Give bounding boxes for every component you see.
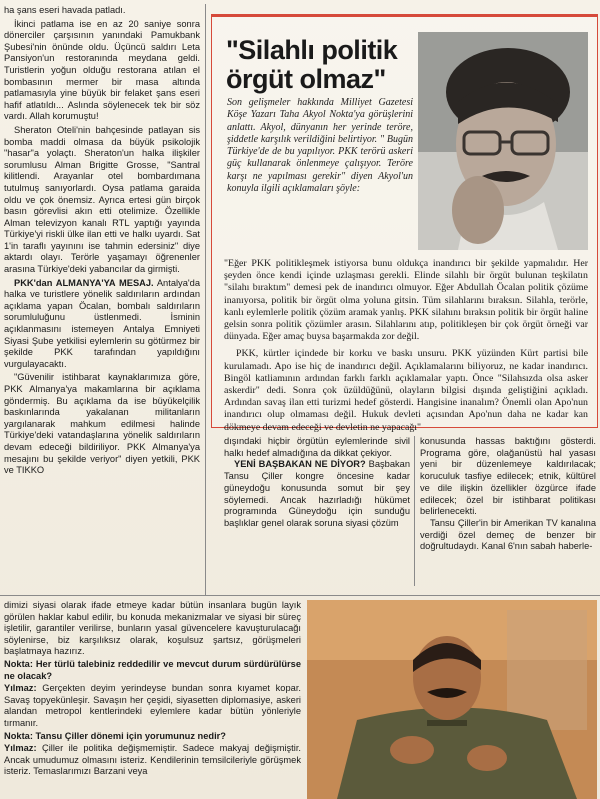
portrait-illustration (418, 32, 588, 250)
paragraph: konusunda hassas baktığını gösterdi. Programa göre, olağanüstü hal yasası yeni bir düzenlemeye kaldırılacak; koruculuk tasfiye edilecek; etnik, kültürel ve dile ilişkin özellikler özgürce ifade edilecek; özel bir istihbarat politikası belirlenecekti. (420, 436, 596, 517)
ocalan-photo (307, 600, 597, 799)
speaker-label: Nokta: (4, 730, 33, 741)
section-divider (0, 595, 600, 596)
column-divider (205, 4, 206, 596)
quote-paragraph: PKK, kürtler içindede bir korku ve baskı unsuru. PKK yüzünden Kürt partisi bile kurulamadı. Apo ise hiç de inandırıcı değil. Açıklamalarını biliyoruz, ne kadar inandırıcı. Bingöl katliamının ardından farklı farklı açıklamalar yaptı. Önce "Silahsızda olsa asker askerdir" dedi. Sonra çok üzüldüğünü, olayların bilgisi dışında geliştiğini açıkladı. Ardından savaş ilan etti turizmi hedef gösterdi. Hangisine inanalım? Önemli olan Apo'nun inandırıcı olup olmaması değil. Hukuk devleti açısından Apo'nun daha ne kadar kan dökmeye devam edeceği ve devletin ne yapacağı" (224, 348, 588, 433)
photo-illustration (307, 600, 597, 799)
box-intro: Son gelişmeler hakkında Milliyet Gazetesi Köşe Yazarı Taha Akyol Nokta'ya görüşlerini anlattı. Akyol, dünyanın her yerinde teröre, şiddetle karşılık verildiğini belirtiyor. " Bugün Türkiye'de de bu yapılıyor. PKK terörü askeri güç kullanarak önlenmeye çalışıyor. Teröre karşı ne yapılması gerekir" diyen Akyol'un konuyla ilgili açıklamaları şöyle: (227, 97, 413, 195)
speaker-label: Nokta: (4, 658, 33, 669)
interview-question (4, 731, 301, 743)
paragraph: ha şans eseri havada patladı. (4, 5, 126, 15)
speaker-label: Yılmaz: (4, 683, 37, 694)
paragraph: "Güvenilir istihbarat kaynaklarımıza göre, PKK Almanya'ya makamlarına bir açıklama göndermiş. Bu açıklama da ise büyükelçilik baskınlarında yakalanan militanların yargılanarak mahkum edilmesi halinde Türkiye'deki vatandaşlarına yönelik saldırıların devam edeceği bildiriliyor. PKK Almanya'ya mesajını bu şekilde veriyor" diyen yetkili, PKK ve TIKKO (4, 372, 200, 476)
answer-text: Gerçekten deyim yerindeyse bundan sonra kıyamet kopar. Savaş topyekünleşir. Savaşın her çeşidi, siyasetten diplomasiye, askeri alandan metropol kentlerindeki eylemlere kadar bütün yönleriyle tırmanır. (4, 683, 301, 728)
interview-question (4, 659, 301, 682)
box-quote (224, 258, 588, 439)
question-text: Tansu Çiller dönemi için yorumunuz nedir? (35, 730, 226, 741)
paragraph: Antalya'da halka ve turistlere yönelik saldırıların ardından açıklama yapan Öcalan, bombalı saldırıların sorumluluğunu üstlenmedi. İsminin açıklanmasını istemeyen Antalya Emniyeti Siyasi Şube yetkilisi eylemlerin su götürmez bir şekilde PKK tarafından yapıldığını vurgulayacaktı. (4, 277, 200, 369)
interview-answer (4, 683, 301, 729)
section-heading: PKK'dan ALMANYA'YA MESAJ. (14, 277, 154, 288)
paragraph: Başbakan Tansu Çiller kongre öncesine kadar güneydoğu konusunda somut bir şey söylemedi. Ancak hazırladığı hükümet programında Güneydoğu için sunduğu başlıklar genel olarak soruna siyasi çözüm (224, 459, 410, 528)
paragraph: Sheraton Oteli'nin bahçesinde patlayan sis bomba maddi olmasa da büyük psikolojik "hasar"a yolaçtı. Sheraton'un halka ilişkiler sorumlusu Alman Brigitte Grosse, "Santral kilitlendi. Arayanlar otel bombardımana tutulmuş sanıyorlardı. Oysa patlama garaida oldu ve çok önemsiz. Ayrıca ertesi gün birçok basın görevlisi akın etti otelimize. Özellikle Alman televizyon kanalı RTL yaptığı yayında Türkiye'yi riskli ülke ilan etti ve halkı uyardı. Sat 1'in taraflı yayınını ise tahmin edersiniz" diye aktardı olayı. Terörle yaşamayı öğrenenler arasına Türkiye'deki yabancılar da girmişti. (4, 124, 200, 275)
paragraph-with-heading (224, 459, 410, 529)
portrait-photo (418, 32, 588, 250)
paragraph: dışındaki hiçbir örgütün eylemlerinde sivil halkı hedef almadığına da dikkat çekiyor. (224, 436, 410, 458)
question-text: Her türlü talebiniz reddedilir ve mevcut durum sürdürülürse ne olacak? (4, 658, 301, 681)
middle-column (224, 436, 410, 530)
answer-text: Çiller ile politika değişmemiştir. Sadece makyaj değişmiştir. Ancak umudumuz olmasını isteriz. Kendilerinin temsilcileriyle görüşmek isteriz. Temaslarımızı Barzani veya (4, 743, 301, 777)
box-title: "Silahlı politik örgüt olmaz" (226, 35, 398, 94)
box-accent-bar (211, 14, 597, 17)
quote-paragraph: "Eğer PKK politikleşmek istiyorsa bunu oldukça inandırıcı bir şekilde yapmalıdır. Her şeyden önce kendi içinde uzlaşması gerekli. Elinde silahlı bir örgüt bulunan teşkilatın "silahı bıraktım" demesi pek de inandırıcı olmuyor. Eğer Abdullah Öcalan politik çözüme inanıyorsa, politik bir örgüt olma yoluna gitsin. Tüm silahlarını bıraksın. Silahla, terörle, kanlı eylemlerle politik çözüm aramak yanlış. PKK silahını bıraksın politik bir örgüt haline gelsin sonra politik çözümler arasın. Silahlarını atıp, politikleşen bir çok örgüt örneği var dünyada. Eğer amaç buysa başarmakda zor değil. (224, 258, 588, 343)
section-heading: YENİ BAŞBAKAN NE DİYOR? (234, 459, 366, 470)
paragraph: Tansu Çiller'in bir Amerikan TV kanalına verdiği özel demeç de benzer bir doğrultudaydı. Kanal 6'nın sabah haberle- (420, 517, 596, 552)
speaker-label: Yılmaz: (4, 743, 37, 754)
right-column (420, 436, 596, 553)
paragraph-with-heading (4, 278, 200, 371)
column-divider (414, 436, 415, 586)
interview-section (4, 600, 301, 779)
left-column (4, 5, 200, 479)
paragraph: İkinci patlama ise en az 20 saniye sonra dönerciler çarşısının yanındaki Pamukbank Şubesi'nin önünde oldu. Üçüncü saldırı Leta Pansiyon'un restoranında meydana geldi. Turistlerin yoğun olduğu restorana atılan el bombasının mermer bir masa altında patlamasıyla yine büyük bir felaket şans eseri hafif atlatıldı... Aslında söylenecek tek bir söz vardı. Allah korumuştu! (4, 18, 200, 122)
paragraph: dimizi siyasi olarak ifade etmeye kadar bütün insanlara bugün layık görülen haklar kabul edilir, bu konuda mekanizmalar ve siyasi bir süreç işletilir, garantiler verilirse, bunların yasal güvencelere kavuşturulacağı söylenirse, biz karşılıksız olarak, koşulsuz şartsız, görüşmeleri başlatmaya hazırız. (4, 600, 301, 657)
interview-answer (4, 743, 301, 778)
